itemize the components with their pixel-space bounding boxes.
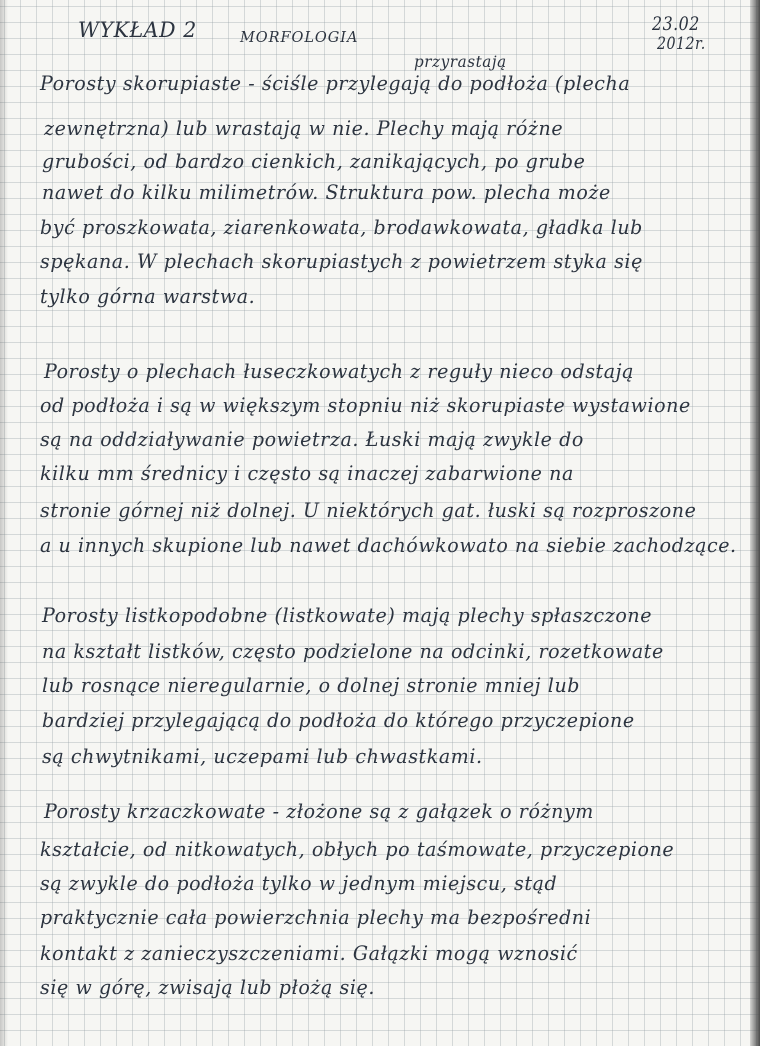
text-line: od podłoża i są w większym stopniu niż skorupiaste wystawione (40, 394, 691, 417)
text-line: Porosty listkopodobne (listkowate) mają plechy spłaszczone (42, 604, 653, 627)
text-line: są na oddziaływanie powietrza. Łuski mają zwykle do (40, 428, 584, 451)
lecture-topic: MORFOLOGIA (240, 28, 359, 46)
text-line: Porosty skorupiaste - ściśle przylegają do podłoża (plecha (40, 72, 631, 95)
text-line: być proszkowata, ziarenkowata, brodawkowata, gładka lub (40, 216, 643, 239)
text-line: zewnętrzna) lub wrastają w nie. Plechy mają różne (44, 117, 564, 140)
text-line: kształcie, od nitkowatych, obłych po taśmowate, przyczepione (40, 838, 675, 861)
date-day-month: 23.02 (652, 13, 700, 35)
text-line: są zwykle do podłoża tylko w jednym miejscu, stąd (40, 872, 558, 895)
text-line: kilku mm średnicy i często są inaczej zabarwione na (40, 462, 574, 485)
text-line: praktycznie cała powierzchnia plechy ma bezpośredni (40, 906, 592, 929)
date-year: 2012r. (656, 34, 706, 54)
text-line: na kształt listków, często podzielone na odcinki, rozetkowate (42, 640, 664, 663)
text-line: lub rosnące nieregularnie, o dolnej stronie mniej lub (42, 674, 581, 697)
text-line: nawet do kilku milimetrów. Struktura pow. plecha może (42, 181, 611, 204)
text-line: Porosty krzaczkowate - złożone są z gałązek o różnym (44, 800, 594, 823)
text-line: są chwytnikami, uczepami lub chwastkami. (42, 745, 483, 768)
text-line: bardziej przylegającą do podłoża do którego przyczepione (42, 709, 635, 732)
inserted-word: przyrastają (414, 52, 507, 71)
text-line: stronie górnej niż dolnej. U niektórych gat. łuski są rozproszone (40, 499, 697, 522)
lecture-date (652, 14, 742, 54)
text-line: tylko górna warstwa. (40, 285, 256, 308)
text-line: a u innych skupione lub nawet dachówkowato na siebie zachodzące. (40, 534, 737, 557)
text-line: się w górę, zwisają lub płożą się. (40, 976, 375, 999)
text-line: kontakt z zanieczyszczeniami. Gałązki mogą wznosić (40, 942, 578, 965)
text-line: Porosty o plechach łuseczkowatych z reguły nieco odstają (44, 360, 635, 383)
text-line: spękana. W plechach skorupiastych z powietrzem styka się (40, 250, 643, 273)
lecture-title: WYKŁAD 2 (78, 18, 197, 42)
text-line: grubości, od bardzo cienkich, zanikających, po grube (42, 150, 586, 173)
